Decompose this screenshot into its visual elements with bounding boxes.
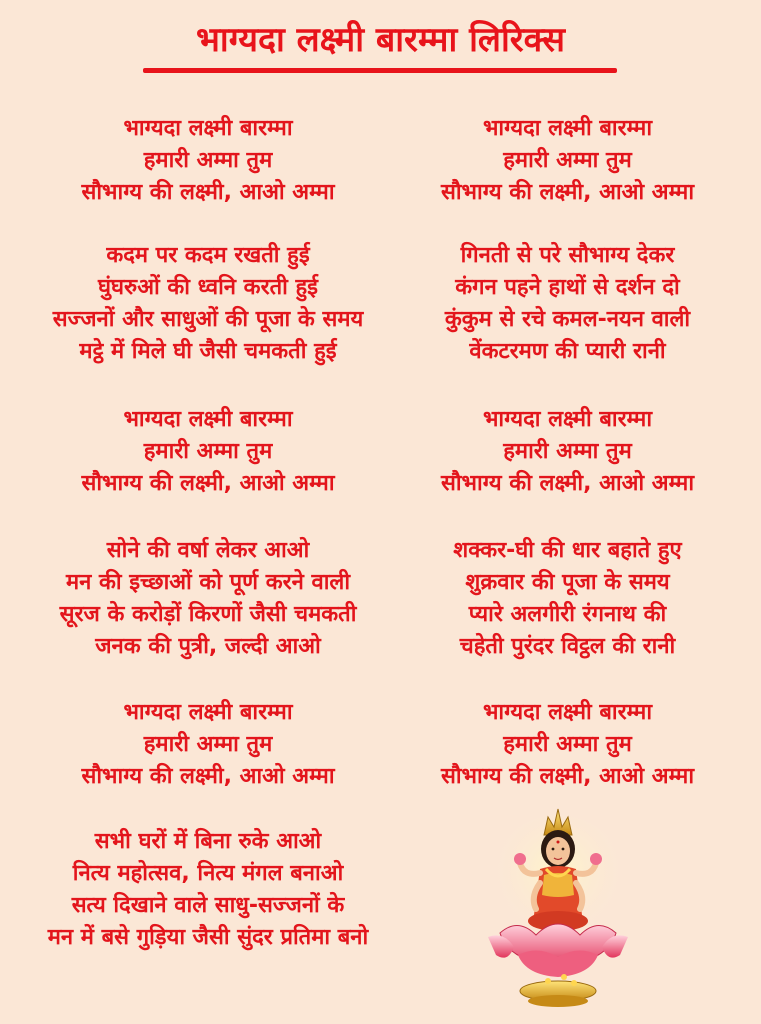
lyric-line: भाग्यदा लक्ष्मी बारम्मा <box>123 116 293 141</box>
lakshmi-illustration <box>478 805 638 1010</box>
stanza-7 <box>8 535 408 663</box>
lyric-line: कुंकुम से रचे कमल-नयन वाली <box>444 307 691 332</box>
lyric-line: कदम पर कदम रखती हुई <box>106 243 310 268</box>
title-underline <box>143 68 617 73</box>
lyric-line: चहेती पुरंदर विट्ठल की रानी <box>459 634 676 659</box>
stanza-9 <box>8 697 408 793</box>
lyric-line: घुंघरुओं की ध्वनि करती हुई <box>98 275 318 300</box>
lyric-line: भाग्यदा लक्ष्मी बारम्मा <box>123 407 293 432</box>
lyric-line: सौभाग्य की लक्ष्मी, आओ अम्मा <box>440 180 695 205</box>
lyric-line: कंगन पहने हाथों से दर्शन दो <box>455 275 680 300</box>
lyric-line: गिनती से परे सौभाग्य देकर <box>460 243 675 268</box>
stanza-5 <box>8 404 408 500</box>
lyric-line: हमारी अम्मा तुम <box>143 732 273 757</box>
lyric-line: सत्य दिखाने वाले साधु-सज्जनों के <box>71 893 345 918</box>
stanza-10 <box>375 697 760 793</box>
lyric-line: सोने की वर्षा लेकर आओ <box>106 538 310 563</box>
lyric-line: सौभाग्य की लक्ष्मी, आओ अम्मा <box>81 764 335 789</box>
stanza-11 <box>8 826 408 954</box>
stanza-6 <box>375 404 760 500</box>
lyric-line: सभी घरों में बिना रुके आओ <box>94 829 322 854</box>
lyric-line: भाग्यदा लक्ष्मी बारम्मा <box>482 116 653 141</box>
stanza-4 <box>375 240 760 368</box>
lyric-line: सूरज के करोड़ों किरणों जैसी चमकती <box>59 602 357 627</box>
lyric-line: हमारी अम्मा तुम <box>143 148 273 173</box>
stanza-3 <box>8 240 408 368</box>
lyric-line: सौभाग्य की लक्ष्मी, आओ अम्मा <box>440 471 695 496</box>
lyric-line: प्यारे अलगीरी रंगनाथ की <box>468 602 667 627</box>
lyric-line: नित्य महोत्सव, नित्य मंगल बनाओ <box>72 861 344 886</box>
lyric-line: मन में बसे गुड़िया जैसी सुंदर प्रतिमा बनो <box>47 925 369 950</box>
stanza-1 <box>8 113 408 209</box>
lyric-line: जनक की पुत्री, जल्दी आओ <box>95 634 321 659</box>
lyric-line: हमारी अम्मा तुम <box>503 148 632 173</box>
lyric-line: शक्कर-घी की धार बहाते हुए <box>453 538 682 563</box>
stanza-2 <box>375 113 760 209</box>
goddess-lakshmi-icon <box>478 805 638 1010</box>
lyric-line: सौभाग्य की लक्ष्मी, आओ अम्मा <box>81 180 335 205</box>
lyric-line: सज्जनों और साधुओं की पूजा के समय <box>52 307 364 332</box>
lyric-line: हमारी अम्मा तुम <box>503 439 632 464</box>
lyric-line: भाग्यदा लक्ष्मी बारम्मा <box>482 700 653 725</box>
page-title: भाग्यदा लक्ष्मी बारम्मा लिरिक्स <box>196 20 565 60</box>
lyric-line: भाग्यदा लक्ष्मी बारम्मा <box>123 700 293 725</box>
lyric-line: मट्ठे में मिले घी जैसी चमकती हुई <box>79 339 337 364</box>
lyric-line: सौभाग्य की लक्ष्मी, आओ अम्मा <box>440 764 695 789</box>
lyric-line: वेंकटरमण की प्यारी रानी <box>469 339 666 364</box>
lyric-line: शुक्रवार की पूजा के समय <box>465 570 670 595</box>
lyric-line: सौभाग्य की लक्ष्मी, आओ अम्मा <box>81 471 335 496</box>
lyric-line: भाग्यदा लक्ष्मी बारम्मा <box>482 407 653 432</box>
stanza-8 <box>375 535 760 663</box>
lyric-line: मन की इच्छाओं को पूर्ण करने वाली <box>65 570 351 595</box>
lyric-line: हमारी अम्मा तुम <box>503 732 632 757</box>
lyric-line: हमारी अम्मा तुम <box>143 439 273 464</box>
